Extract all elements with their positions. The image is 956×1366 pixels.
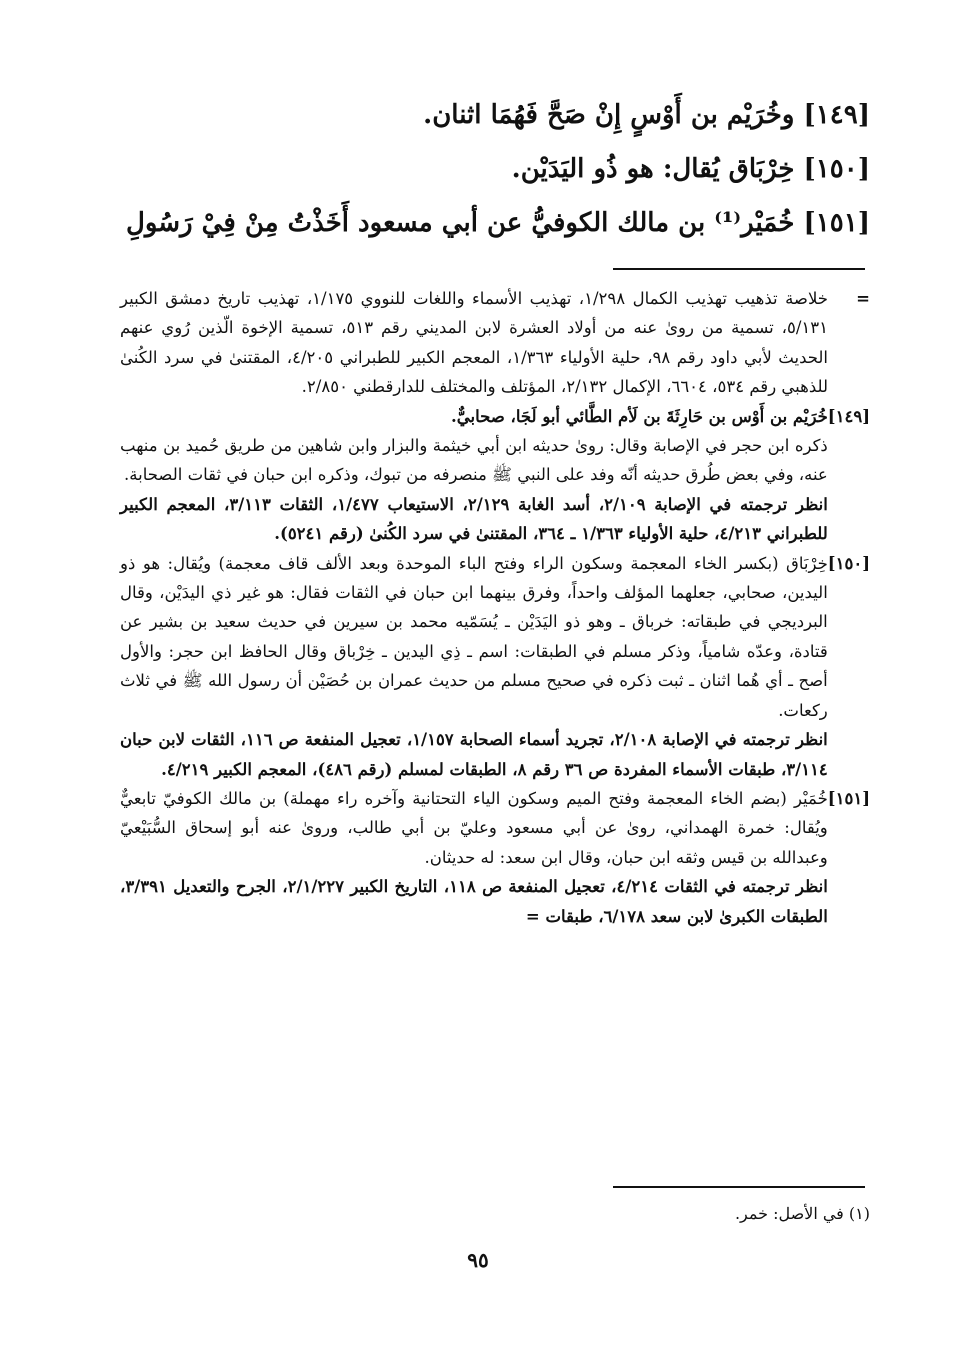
footnote-separator-top [613, 268, 865, 270]
note-150-marker: [١٥٠] [827, 553, 870, 573]
note-151 [120, 784, 870, 931]
main-line-151: [١٥١] خُمَيْر⁽¹⁾ بن مالك الكوفيُّ عن أبي مسعود أَخَذْتُ مِنْ فِيْ رَسُولِ [125, 208, 870, 238]
note-150-references: انظر ترجمته في الإصابة ٢/١٠٨، تجريد أسماء الصحابة ١/١٥٧، تعجيل المنفعة ص ١١٦، الثقات لابن حبان ٣/١١٤، طبقات الأسماء المفردة ص ٣٦ رقم ٨، الطبقات لمسلم (رقم ٤٨٦)، المعجم الكبير ٤/٢١٩. [120, 730, 828, 779]
note-149-marker: [١٤٩] [827, 406, 870, 426]
note-151-references: انظر ترجمته في الثقات ٤/٢١٤، تعجيل المنفعة ص ١١٨، التاريخ الكبير ٢/١/٢٢٧، الجرح والتعديل ٣/٣٩١، الطبقات الكبرىٰ لابن سعد ٦/١٧٨، طبقات = [120, 877, 828, 926]
main-text [120, 88, 870, 250]
note-149-references: انظر ترجمته في الإصابة ٢/١٠٩، أسد الغابة ٢/١٢٩، الاستيعاب ١/٤٧٧، الثقات ٣/١١٣، المعجم الكبير للطبراني ٤/٢١٣، حلية الأولياء ١/٣٦٣ ـ ٣٦٤، المقتنىٰ في سرد الكُنىٰ (رقم ٥٢٤١). [120, 494, 828, 544]
main-line-150: [١٥٠] خِرْبَاق يُقال: هو ذُو اليَدَيْن. [511, 154, 870, 184]
note-continuation-text: خلاصة تذهيب تهذيب الكمال ١/٢٩٨، تهذيب الأسماء واللغات للنووي ١/١٧٥، تهذيب تاريخ دمشق الكبير ٥/١٣١، تسمية من روىٰ عنه من أولاد العشرة لابن المديني رقم ٥١٣، تسمية الإخوة الّذين رُوي عنهم الحديث لأبي داود رقم ٩٨، حلية الأولياء ١/٣٦٣، المعجم الكبير للطبراني ٤/٢٠٥، المقتنىٰ في سرد الكُنىٰ للذهبي رقم ٥٣٤، ٦٦٠٤، الإكمال ٢/١٣٢، المؤتلف والمختلف للدارقطني ٢/٨٥٠. [120, 289, 828, 397]
note-151-marker: [١٥١] [827, 788, 870, 808]
note-149-heading: خُرَيْم بن أَوْس بن حَارِثَةَ بن لَأم الطَّائي أبو لَجَا، صحابيٌّ. [451, 406, 828, 426]
note-150-body: خِرْبَاق (بكسر الخاء المعجمة وسكون الراء وفتح الباء الموحدة وبعد الألف قاف معجمة) ويُقال: هو ذو اليدين، صحابي، جعلهما المؤلف واحداً، وفرق بينهما ابن حبان في الثقات فقال: هو غير ذي اليدَيْن، وقال البرديجي في طبقاته: خرباق ـ وهو ذو اليَدَيْن ـ يُسَمّيه محمد بن سيرين في حديث سعيد بن بشير عن قتادة، وعدّه شامياً، وذكر مسلم في الطبقات: اسم ـ ذِي اليدين ـ خِرْباق وقال الحافظ ابن حجر: والأول أصح ـ أي هُما اثنان ـ ثبت ذكره في صحيح مسلم من حديث عمران بن حُصَيْن أن رسول الله ﷺ في ثلاث ركعات. [120, 553, 828, 720]
note-151-body: خُمَيْر (بضم الخاء المعجمة وفتح الميم وسكون الياء التحتانية وآخره راء مهملة) بن مالك الكوفيّ تابعيٌّ ويُقال: خمرة الهمداني، روىٰ عن أبي مسعود وعليّ بن أبي طالب، وروىٰ عنه أبو إسحاق السُّبَيْعيّ وعبدالله بن قيس وثقه ابن حبان، وقال ابن سعد: له حديثان. [120, 788, 828, 867]
commentary-notes [120, 284, 870, 931]
note-149 [120, 402, 870, 549]
footnote-separator-bottom [613, 1186, 865, 1188]
continuation-marker: = [856, 289, 870, 308]
note-150 [120, 549, 870, 784]
footnote: (١) في الأصل: خمر. [734, 1204, 870, 1223]
note-continuation [120, 284, 870, 402]
page-number: ٩٥ [467, 1248, 489, 1272]
note-149-body: ذكره ابن حجر في الإصابة وقال: روىٰ حديثه ابن أبي خيثمة والبزار وابن شاهين من طريق حُميد بن منهب عنه، وفي بعض طُرق حديثه أنّه وفد على النبي ﷺ منصرفه من تبوك، وذكره ابن حبان في ثقات الصحابة. [120, 436, 828, 485]
main-line-149: [١٤٩] وخُرَيْم بن أَوْسٍ إِنْ صَحَّ فَهُمَا اثنان. [423, 100, 870, 130]
